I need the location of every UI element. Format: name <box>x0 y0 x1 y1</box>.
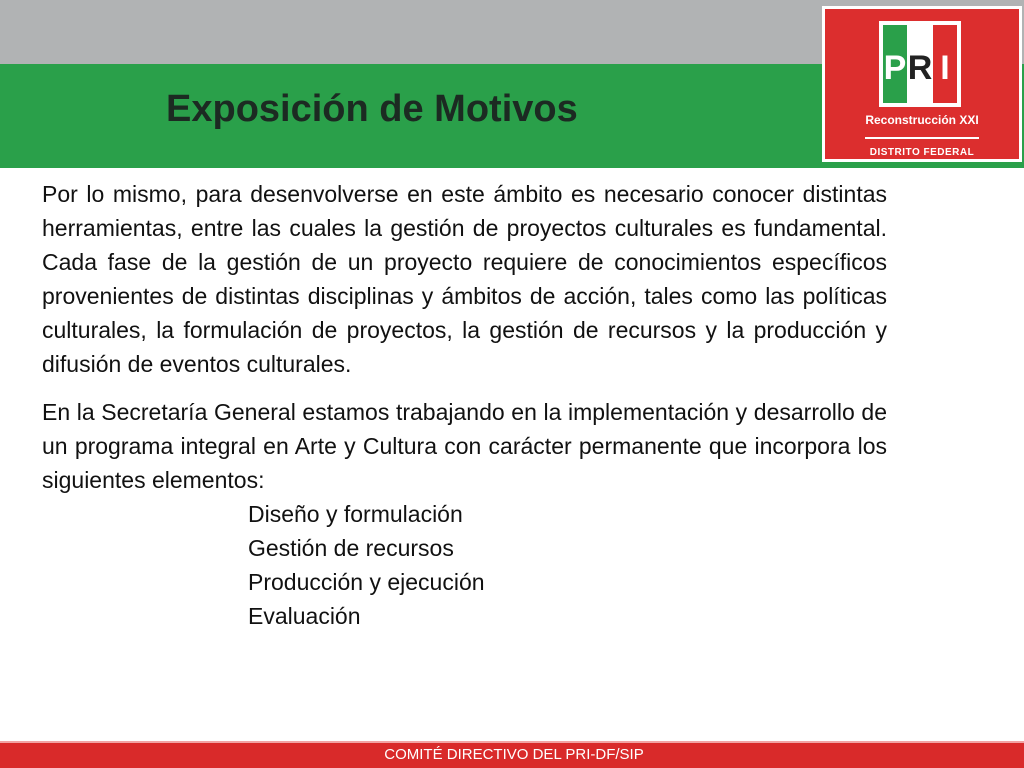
pri-emblem-icon <box>879 21 961 107</box>
slide-body <box>42 177 887 633</box>
list-item: Producción y ejecución <box>248 569 485 595</box>
logo-letter-i: I <box>940 49 950 87</box>
footer-text: COMITÉ DIRECTIVO DEL PRI-DF/SIP <box>384 746 644 763</box>
footer-bar <box>0 741 1024 768</box>
page-title: Exposición de Motivos <box>166 88 578 130</box>
elements-list <box>42 497 887 633</box>
body-paragraph-1: Por lo mismo, para desenvolverse en este ámbito es necesario conocer distintas herramientas, entre las cuales la gestión de proyectos culturales es fundamental. Cada fase de la gestión de un proyecto requiere de conocimientos específicos provenientes de distintas disciplinas y ámbitos de acción, tales como las políticas culturales, la formulación de proyectos, la gestión de recursos y la producción y difusión de eventos culturales. <box>42 181 887 377</box>
list-item: Diseño y formulación <box>248 501 463 527</box>
logo-letter-r: R <box>907 49 933 87</box>
list-item: Evaluación <box>248 603 361 629</box>
pri-logo <box>822 6 1022 162</box>
logo-divider <box>865 137 979 139</box>
logo-tagline: Reconstrucción XXI <box>865 113 979 127</box>
logo-letter-p: P <box>883 49 907 87</box>
list-item: Gestión de recursos <box>248 535 454 561</box>
body-paragraph-2: En la Secretaría General estamos trabajando en la implementación y desarrollo de un programa integral en Arte y Cultura con carácter permanente que incorpora los siguientes elementos: <box>42 399 887 493</box>
logo-region: DISTRITO FEDERAL <box>869 147 975 158</box>
